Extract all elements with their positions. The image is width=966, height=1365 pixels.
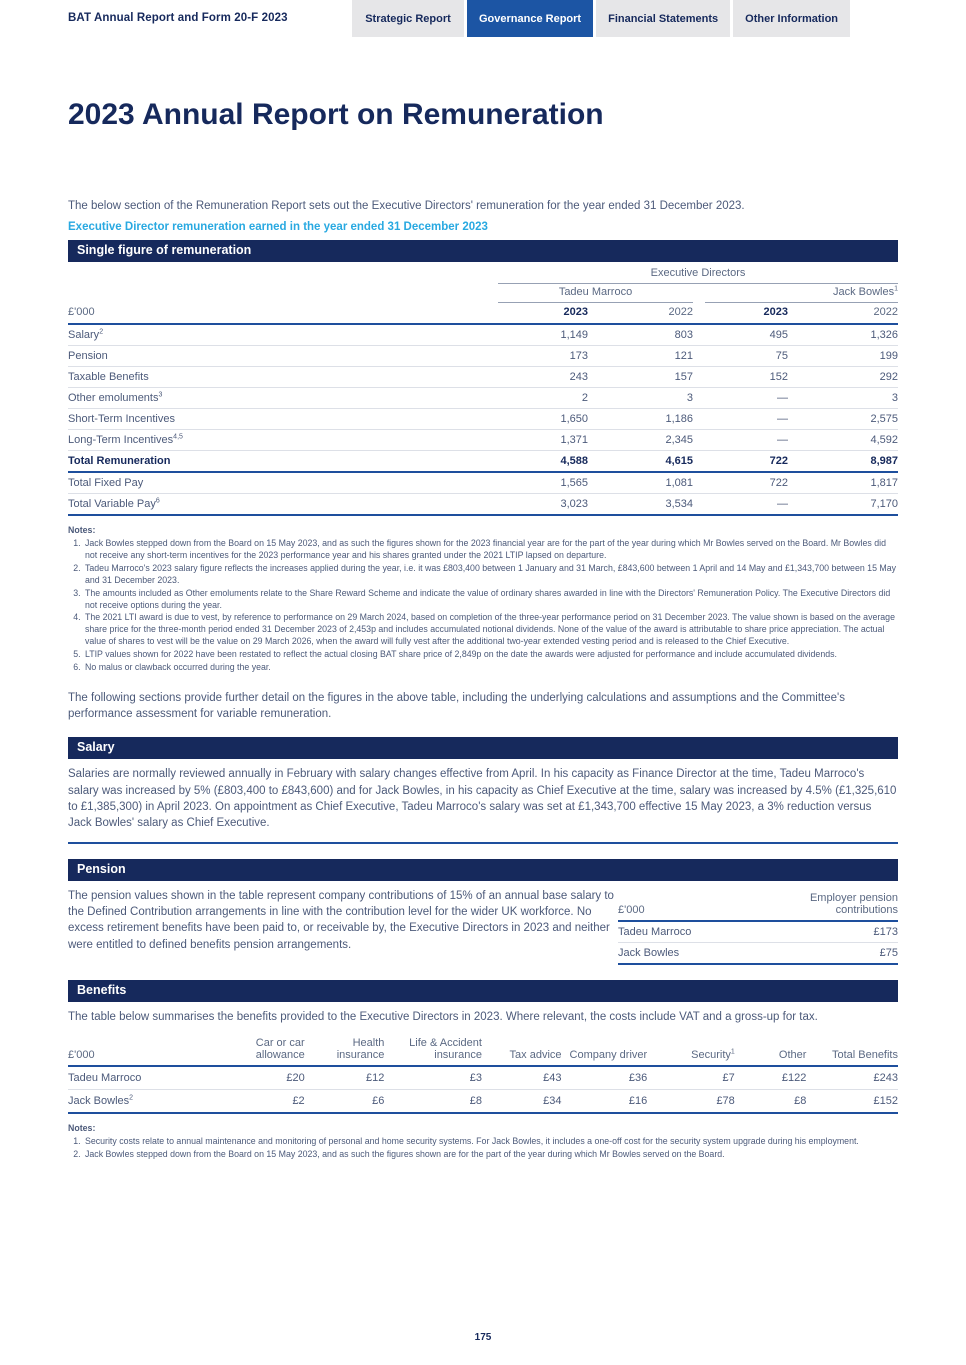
cell-value: 121 bbox=[588, 346, 693, 367]
employer-contributions-header: Employer pension contributions bbox=[773, 888, 898, 921]
cell-value: 3 bbox=[588, 388, 693, 409]
benefits-row-tadeu-marroco bbox=[68, 1066, 898, 1090]
benefits-header-bar: Benefits bbox=[68, 980, 898, 1002]
cell-value: £16 bbox=[562, 1090, 648, 1114]
benefits-paragraph: The table below summarises the benefits provided to the Executive Directors in 2023. Where relevant, the costs include VAT and a gross-up for tax. bbox=[68, 1010, 818, 1023]
director-name: Jack Bowles bbox=[68, 1095, 130, 1108]
row-label: Short-Term Incentives bbox=[68, 413, 175, 426]
note-item: 4. The 2021 LTI award is due to vest, by reference to performance on 29 March 2024, based on completion of the three-year performance period on 31 December 2023. The value shown is based on the average share price for the three-month period ended 31 December 2023 of 2,453p and includes accumulated notional dividends. None of the value of the award is attributable to share price appreciation. The actual value of shares to vest will be the value on 29 March 2026, when the award will fully vest after the additional two-year extended vesting period and is released to the Chief Executive. bbox=[83, 612, 898, 648]
notes-list bbox=[68, 538, 898, 674]
cell-value: £6 bbox=[305, 1090, 385, 1114]
cell-value: 152 bbox=[693, 367, 788, 388]
row-label: Pension bbox=[68, 350, 108, 363]
cell-value: £122 bbox=[735, 1066, 807, 1090]
col-header-company-driver: Company driver bbox=[562, 1037, 648, 1066]
pension-paragraph: The pension values shown in the table represent company contributions of 15% of an annual base salary to the Defined Contribution arrangements in line with the contribution level for the wider UK workforce. No excess retirement benefits have been paid to, or receivable by, the Executive Directors in 2023 and neither were entitled to defined benefits pension arrangements. bbox=[68, 889, 614, 951]
col-header-health-insurance: Health insurance bbox=[305, 1037, 385, 1066]
note-item: 5. LTIP values shown for 2022 have been restated to reflect the actual closing BAT share price of 2,849p on the date the awards were adjusted for performance and include accumulated dividends. bbox=[83, 649, 898, 661]
cell-value: — bbox=[693, 430, 788, 451]
unit-label: £'000 bbox=[68, 303, 498, 324]
cell-value: 495 bbox=[693, 324, 788, 346]
cell-value: £243 bbox=[806, 1066, 898, 1090]
cell-value: 803 bbox=[588, 324, 693, 346]
cell-value: 157 bbox=[588, 367, 693, 388]
table-year-header-row bbox=[68, 303, 898, 324]
cell-value: 4,615 bbox=[588, 451, 693, 473]
cell-value: £3 bbox=[384, 1066, 482, 1090]
benefits-table-header-row bbox=[68, 1037, 898, 1066]
cell-value: 4,592 bbox=[788, 430, 898, 451]
pension-table-row bbox=[618, 942, 898, 964]
cell-value: — bbox=[693, 409, 788, 430]
single-figure-notes bbox=[68, 525, 898, 674]
table-director-header-row bbox=[68, 284, 898, 303]
page-number: 175 bbox=[474, 1332, 492, 1343]
unit-label: £'000 bbox=[68, 1037, 217, 1066]
cell-value: 1,081 bbox=[588, 472, 693, 494]
year-header-2022: 2022 bbox=[588, 303, 693, 324]
cell-value: £36 bbox=[562, 1066, 648, 1090]
row-label: Total Variable Pay bbox=[68, 498, 156, 511]
note-item: 2. Tadeu Marroco's 2023 salary figure reflects the increases applied during the year, i.e. it was £803,400 between 1 January and 31 March, £843,600 between 1 April and 14 May and £1,343,700 between 15 May and 31 December 2023. bbox=[83, 563, 898, 587]
cell-value: £173 bbox=[773, 921, 898, 943]
cell-value: 722 bbox=[693, 472, 788, 494]
pension-header-bar: Pension bbox=[68, 859, 898, 881]
col-header-security: Security$^1$ bbox=[647, 1037, 735, 1066]
table-row-long-term-incentives bbox=[68, 430, 898, 451]
cell-value: £8 bbox=[735, 1090, 807, 1114]
cell-value: 243 bbox=[498, 367, 588, 388]
page-title: 2023 Annual Report on Remuneration bbox=[68, 98, 604, 131]
cell-value: 1,326 bbox=[788, 324, 898, 346]
tab-financial-statements[interactable]: Financial Statements bbox=[596, 0, 730, 37]
col-header-other: Other bbox=[735, 1037, 807, 1066]
cell-value: 3,534 bbox=[588, 494, 693, 516]
note-item: 1. Jack Bowles stepped down from the Board on 15 May 2023, and as such the figures shown for the 2023 financial year are for the part of the year during which Mr Bowles served on the Board. Mr Bowles did not receive any short-term incentives for the 2023 performance year and his shares granted under the 2021 LTIP lapsed on departure. bbox=[83, 538, 898, 562]
table-row-taxable-benefits bbox=[68, 367, 898, 388]
cell-value: 75 bbox=[693, 346, 788, 367]
pension-table-row bbox=[618, 921, 898, 943]
report-logo-title: BAT Annual Report and Form 20-F 2023 bbox=[68, 12, 288, 24]
notes-title: Notes: bbox=[68, 1123, 96, 1134]
pension-body-row bbox=[68, 881, 898, 965]
cell-value: 8,987 bbox=[788, 451, 898, 473]
notes-list bbox=[68, 1136, 898, 1161]
cell-value: £20 bbox=[217, 1066, 305, 1090]
pension-table-header-row bbox=[618, 888, 898, 921]
director-jack-bowles-label: Jack Bowles$^1$ bbox=[705, 285, 898, 303]
row-label: Total Fixed Pay bbox=[68, 477, 144, 490]
footnote-ref: 1 bbox=[730, 1048, 735, 1056]
director-name: Jack Bowles bbox=[618, 942, 773, 964]
intro-paragraph: The below section of the Remuneration Report sets out the Executive Directors' remuneration for the year ended 31 December 2023. bbox=[68, 200, 745, 212]
note-item: 2. Jack Bowles stepped down from the Board on 15 May 2023, and as such the figures shown are for the part of the year during which Mr Bowles served on the Board. bbox=[83, 1149, 898, 1161]
note-item: 3. The amounts included as Other emoluments relate to the Share Reward Scheme and indicate the value of ordinary shares awarded in line with the Directors' Remuneration Policy. The Executive Directors did not receive options during the year. bbox=[83, 588, 898, 612]
salary-section bbox=[68, 737, 898, 843]
cell-value: £8 bbox=[384, 1090, 482, 1114]
footnote-ref: 6 bbox=[155, 497, 160, 505]
row-label: Salary bbox=[68, 329, 100, 342]
cell-value: 2,575 bbox=[788, 409, 898, 430]
col-header-tax-advice: Tax advice bbox=[482, 1037, 562, 1066]
year-header-2023: 2023 bbox=[498, 303, 588, 324]
table-row-short-term-incentives bbox=[68, 409, 898, 430]
section-subheading: Executive Director remuneration earned in the year ended 31 December 2023 bbox=[68, 221, 488, 234]
table-row-total-variable-pay bbox=[68, 494, 898, 516]
cell-value: £12 bbox=[305, 1066, 385, 1090]
section-divider bbox=[68, 842, 898, 844]
cell-value: 3 bbox=[788, 388, 898, 409]
year-header-2023: 2023 bbox=[693, 303, 788, 324]
cell-value: £43 bbox=[482, 1066, 562, 1090]
executive-directors-group-label: Executive Directors bbox=[498, 266, 898, 284]
cell-value: 173 bbox=[498, 346, 588, 367]
cell-value: £152 bbox=[806, 1090, 898, 1114]
cell-value: — bbox=[693, 494, 788, 516]
col-header-total-benefits: Total Benefits bbox=[806, 1037, 898, 1066]
col-header-car-allowance: Car or car allowance bbox=[217, 1037, 305, 1066]
notes-title: Notes: bbox=[68, 525, 96, 536]
benefits-row-jack-bowles bbox=[68, 1090, 898, 1114]
cell-value: £78 bbox=[647, 1090, 735, 1114]
note-item: 6. No malus or clawback occurred during the year. bbox=[83, 662, 898, 674]
cell-value: 1,817 bbox=[788, 472, 898, 494]
cell-value: 1,149 bbox=[498, 324, 588, 346]
cell-value: 1,371 bbox=[498, 430, 588, 451]
cell-value: £75 bbox=[773, 942, 898, 964]
table-row-salary bbox=[68, 324, 898, 346]
salary-paragraph: Salaries are normally reviewed annually in February with salary changes effective from April. In his capacity as Finance Director at the time, Tadeu Marroco's salary was increased by 5% (£803,400 to £843,600) and for Jack Bowles, in his capacity as Chief Executive at the time, salary was increased by 4.5% (£1,325,610 to £1,385,300) in April 2023. On appointment as Chief Executive, Tadeu Marroco's salary was set at £1,343,700 effective 15 May 2023, a 3% reduction versus Jack Bowles' salary as Chief Executive. bbox=[68, 768, 897, 830]
table-row-other-emoluments bbox=[68, 388, 898, 409]
cell-value: 1,186 bbox=[588, 409, 693, 430]
section-tabs bbox=[352, 0, 850, 37]
pension-section bbox=[68, 859, 898, 965]
cell-value: 722 bbox=[693, 451, 788, 473]
table-group-header-row bbox=[68, 265, 898, 284]
tab-governance-report[interactable]: Governance Report bbox=[467, 0, 593, 37]
cell-value: 3,023 bbox=[498, 494, 588, 516]
cell-value: £34 bbox=[482, 1090, 562, 1114]
footnote-ref: 4,5 bbox=[173, 433, 183, 441]
row-label: Total Remuneration bbox=[68, 455, 171, 468]
footnote-ref: 1 bbox=[894, 285, 898, 293]
note-item: 1. Security costs relate to annual maintenance and monitoring of personal and home security systems. For Jack Bowles, it includes a one-off cost for the security system upgrade during his employment. bbox=[83, 1136, 898, 1148]
unit-label: £'000 bbox=[618, 888, 773, 921]
footnote-ref: 3 bbox=[158, 391, 163, 399]
cell-value: £7 bbox=[647, 1066, 735, 1090]
year-header-2022: 2022 bbox=[788, 303, 898, 324]
cell-value: 292 bbox=[788, 367, 898, 388]
benefits-section bbox=[68, 980, 898, 1161]
row-label: Long-Term Incentives bbox=[68, 434, 174, 447]
row-label: Taxable Benefits bbox=[68, 371, 149, 384]
director-name: Tadeu Marroco bbox=[68, 1072, 142, 1085]
director-tadeu-marroco-label: Tadeu Marroco bbox=[498, 285, 693, 303]
row-label: Other emoluments bbox=[68, 392, 159, 405]
cell-value: 7,170 bbox=[788, 494, 898, 516]
footnote-ref: 2 bbox=[99, 328, 104, 336]
director-name: Tadeu Marroco bbox=[618, 921, 773, 943]
single-figure-table bbox=[68, 265, 898, 516]
cell-value: 1,650 bbox=[498, 409, 588, 430]
table-row-total-fixed-pay bbox=[68, 472, 898, 494]
table-row-pension bbox=[68, 346, 898, 367]
cell-value: 2 bbox=[498, 388, 588, 409]
table-row-total-remuneration bbox=[68, 451, 898, 473]
cell-value: 4,588 bbox=[498, 451, 588, 473]
sections-intro-paragraph: The following sections provide further detail on the figures in the above table, including the underlying calculations and assumptions and the Committee's performance assessment for variable remuneration. bbox=[68, 691, 845, 721]
benefits-notes bbox=[68, 1123, 898, 1161]
cell-value: — bbox=[693, 388, 788, 409]
tab-other-information[interactable]: Other Information bbox=[733, 0, 850, 37]
col-header-life-accident-insurance: Life & Accident insurance bbox=[384, 1037, 482, 1066]
footnote-ref: 2 bbox=[129, 1094, 134, 1102]
pension-contributions-table bbox=[618, 888, 898, 965]
cell-value: 2,345 bbox=[588, 430, 693, 451]
benefits-table bbox=[68, 1037, 898, 1114]
salary-header-bar: Salary bbox=[68, 737, 898, 759]
cell-value: 1,565 bbox=[498, 472, 588, 494]
top-navigation bbox=[0, 0, 966, 37]
single-figure-header-bar: Single figure of remuneration bbox=[68, 240, 898, 262]
cell-value: £2 bbox=[217, 1090, 305, 1114]
page-content bbox=[68, 198, 898, 1161]
tab-strategic-report[interactable]: Strategic Report bbox=[352, 0, 464, 37]
cell-value: 199 bbox=[788, 346, 898, 367]
